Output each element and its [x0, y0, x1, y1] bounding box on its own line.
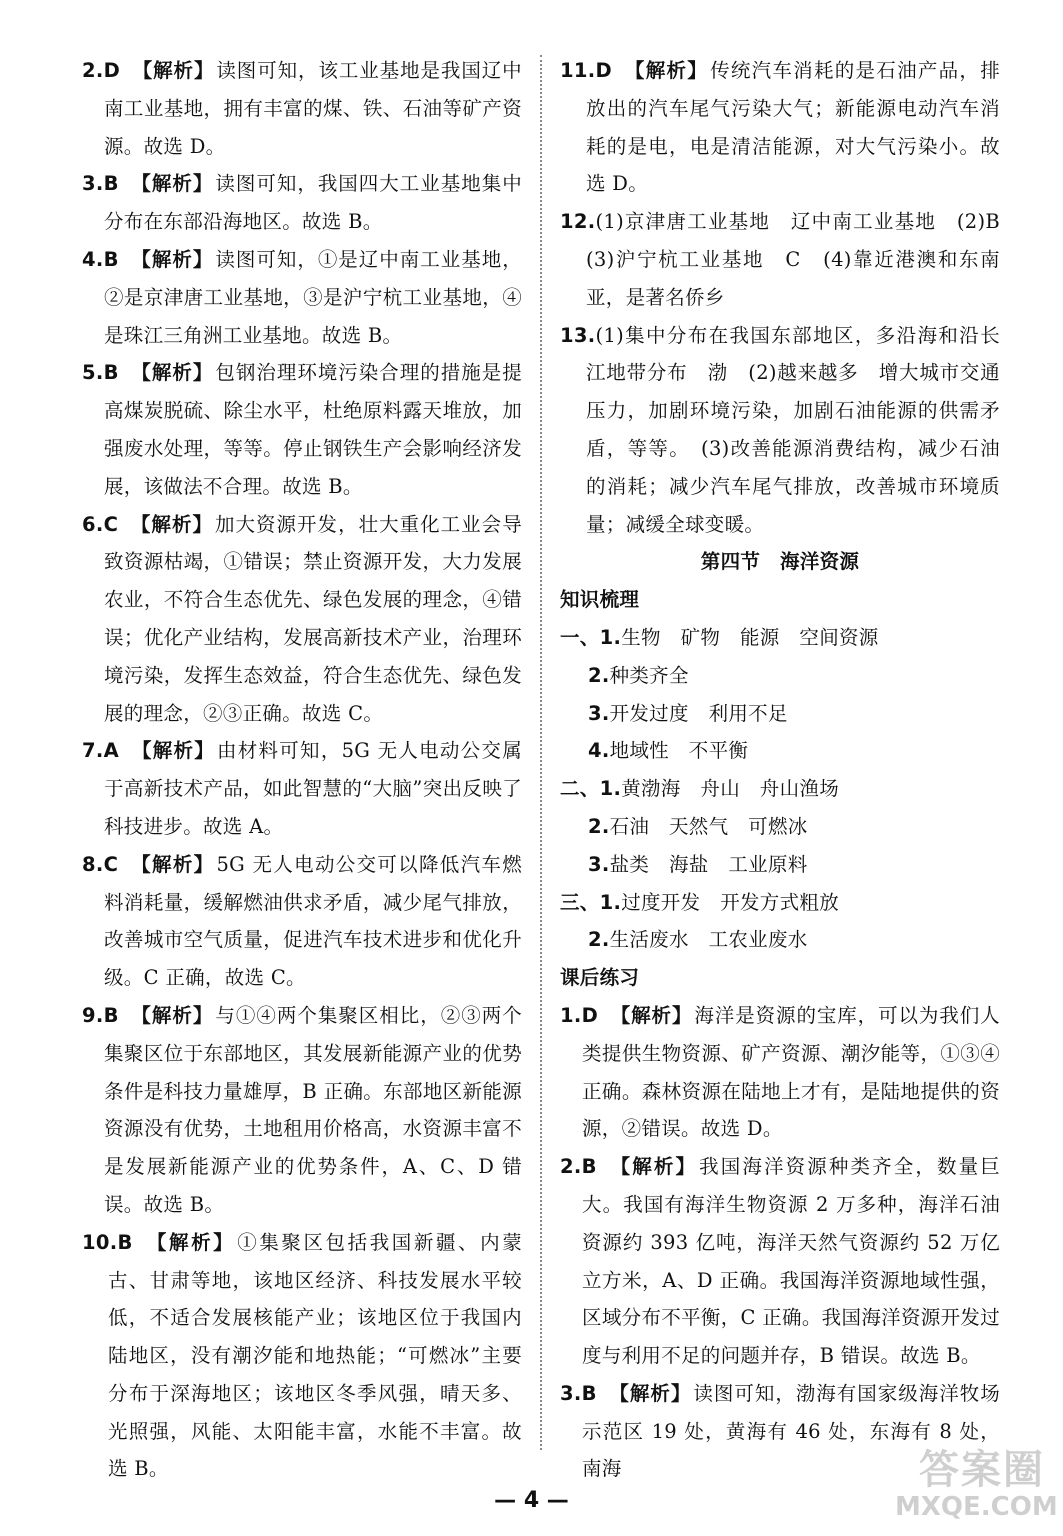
watermark-url: MXQE.COM: [895, 1492, 1058, 1522]
answer-item-3: 3.B 【解析】 读图可知，我国四大工业基地集中分布在东部沿海地区。故选 B。: [82, 172, 522, 234]
left-column: [82, 52, 522, 1488]
knowledge-line: 一、1.生物 矿物 能源 空间资源: [560, 625, 879, 649]
knowledge-line: 3.开发过度 利用不足: [588, 701, 788, 725]
knowledge-line: 2.生活废水 工农业废水: [588, 928, 808, 952]
practice-heading: 课后练习: [560, 966, 640, 990]
section-title: 第四节 海洋资源: [700, 550, 860, 574]
answer-item-9: 9.B 【解析】 与①④两个集聚区相比，②③两个集聚区位于东部地区，其发展新能源产业的优势条件是科技力量雄厚，B 正确。东部地区新能源资源没有优势，土地租用价格高，水资源丰富不是发展新能源产业的优势条件，A、C、D 错误。故选 B。: [82, 1003, 522, 1216]
answer-item-5: 5.B 【解析】 包钢治理环境污染合理的措施是提高煤炭脱硫、除尘水平，杜绝原料露天堆放，加强废水处理，等等。停止钢铁生产会影响经济发展，该做法不合理。故选 B。: [82, 361, 522, 498]
answer-item-10: 10.B 【解析】 ①集聚区包括我国新疆、内蒙古、甘肃等地，该地区经济、科技发展水平较低，不适合发展核能产业；该地区位于我国内陆地区，没有潮汐能和地热能；“可燃冰”主要分布于深海地区；该地区冬季风强，晴天多、光照强，风能、太阳能丰富，水能不丰富。故选 B。: [82, 1230, 522, 1481]
knowledge-line: 二、1.黄渤海 舟山 舟山渔场: [560, 777, 839, 801]
knowledge-line: 三、1.过度开发 开发方式粗放: [560, 890, 839, 914]
answer-item-11: 11.D 【解析】 传统汽车消耗的是石油产品，排放出的汽车尾气污染大气；新能源电动汽车消耗的是电，电是清洁能源，对大气污染小。故选 D。: [560, 59, 1001, 196]
practice-item-3: 3.B 【解析】 读图可知，渤海有国家级海洋牧场示范区 19 处，黄海有 46 处，东海有 8 处，南海: [560, 1381, 1000, 1481]
answer-item-7: 7.A 【解析】 由材料可知，5G 无人电动公交属于高新技术产品，如此智慧的“大脑”突出反映了科技进步。故选 A。: [82, 739, 522, 838]
watermark-logo: [895, 1447, 1058, 1530]
right-column: [560, 52, 1020, 1488]
practice-item-2: 2.B 【解析】 我国海洋资源种类齐全，数量巨大。我国有海洋生物资源 2 万多种，海洋石油资源约 393 亿吨，海洋天然气资源约 52 万亿立方米，A、D 正确。我国海洋资源地域性强，区域分布不平衡，C 正确。我国海洋资源开发过度与利用不足的问题并存，B 错误。故选 B。: [560, 1155, 1000, 1368]
answer-item-13: 13.(1)集中分布在我国东部地区，多沿海和沿长江地带分布 渤 (2)越来越多 增大城市交通压力，加剧环境污染，加剧石油能源的供需矛盾，等等。 (3)改善能源消费结构，减少石油的消耗；减少汽车尾气排放，改善城市环境质量；减缓全球变暖。: [560, 323, 1000, 536]
answer-item-2: 2.D 【解析】 读图可知，该工业基地是我国辽中南工业基地，拥有丰富的煤、铁、石油等矿产资源。故选 D。: [82, 59, 522, 158]
practice-item-1: 1.D 【解析】 海洋是资源的宝库，可以为我们人类提供生物资源、矿产资源、潮汐能等，①③④正确。森林资源在陆地上才有，是陆地提供的资源，②错误。故选 D。: [560, 1003, 1000, 1141]
column-divider: [540, 55, 542, 1450]
knowledge-heading: 知识梳理: [560, 588, 640, 612]
answer-item-6: 6.C 【解析】 加大资源开发，壮大重化工业会导致资源枯竭，①错误；禁止资源开发，大力发展农业，不符合生态优先、绿色发展的理念，④错误；优化产业结构，发展高新技术产业，治理环境污染，发挥生态效益，符合生态优先、绿色发展的理念，②③正确。故选 C。: [82, 512, 522, 725]
knowledge-line: 2.种类齐全: [588, 663, 689, 687]
answer-item-4: 4.B 【解析】 读图可知，①是辽中南工业基地，②是京津唐工业基地，③是沪宁杭工业基地，④是珠江三角洲工业基地。故选 B。: [82, 247, 522, 347]
answer-item-8: 8.C 【解析】 5G 无人电动公交可以降低汽车燃料消耗量，缓解燃油供求矛盾，减少尾气排放，改善城市空气质量，促进汽车技术进步和优化升级。C 正确，故选 C。: [82, 852, 522, 990]
watermark-text: 答案圈: [919, 1447, 1045, 1493]
knowledge-line: 2.石油 天然气 可燃冰: [588, 814, 808, 838]
knowledge-line: 4.地域性 不平衡: [588, 739, 749, 763]
page-number: — 4 —: [494, 1488, 569, 1513]
knowledge-line: 3.盐类 海盐 工业原料: [588, 852, 808, 876]
answer-item-12: 12.(1)京津唐工业基地 辽中南工业基地 (2)B (3)沪宁杭工业基地 C (4)靠近港澳和东南亚，是著名侨乡: [560, 210, 1020, 309]
